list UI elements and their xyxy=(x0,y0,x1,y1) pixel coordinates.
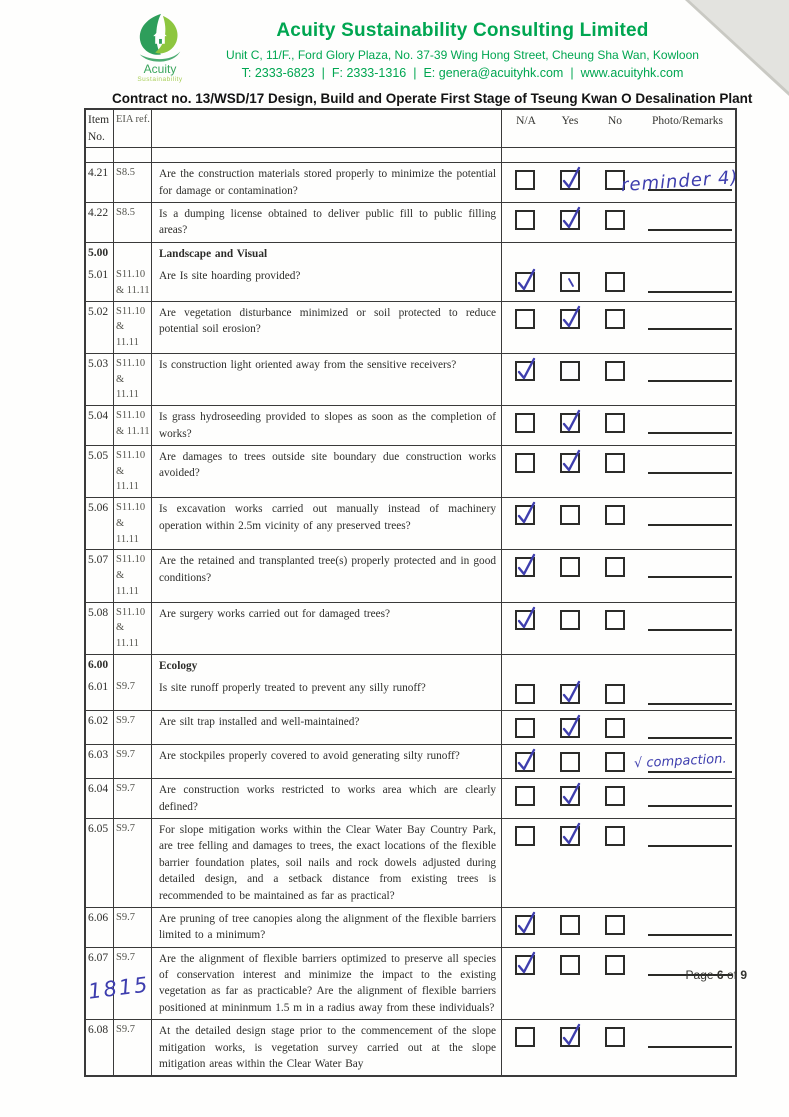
checks-cell xyxy=(502,354,735,405)
item-no-cell: 6.04 xyxy=(86,779,114,818)
table-row xyxy=(86,778,735,818)
item-no-cell: 6.05 xyxy=(86,819,114,907)
question-cell: Are surgery works carried out for damaged trees? xyxy=(152,603,502,654)
page-number: Page 6 of 9 xyxy=(685,968,747,982)
yes-checkbox[interactable] xyxy=(560,210,580,230)
eia-ref-cell xyxy=(114,655,152,677)
remark-line xyxy=(648,328,732,330)
table-row xyxy=(86,602,735,654)
no-checkbox[interactable] xyxy=(605,718,625,738)
no-checkbox[interactable] xyxy=(605,361,625,381)
no-checkbox[interactable] xyxy=(605,684,625,704)
leaf-icon xyxy=(129,12,191,64)
no-checkbox[interactable] xyxy=(605,210,625,230)
remark-line xyxy=(648,934,732,936)
question-cell: Are pruning of tree canopies along the alignment of the flexible barriers limited to a minimum? xyxy=(152,908,502,947)
check-mark-icon xyxy=(560,780,584,807)
eia-ref-cell xyxy=(114,711,152,744)
remarks-col-header: Photo/Remarks xyxy=(652,115,723,127)
eia-ref-cell xyxy=(114,603,152,654)
no-checkbox[interactable] xyxy=(605,453,625,473)
remarks-cell xyxy=(650,915,735,941)
remark-line xyxy=(648,703,732,705)
yes-checkbox[interactable] xyxy=(560,684,580,704)
remarks-cell xyxy=(650,718,735,744)
checks-cell xyxy=(502,498,735,549)
na-checkbox[interactable] xyxy=(515,557,535,577)
checks-cell xyxy=(502,908,735,947)
eia-ref-cell xyxy=(114,908,152,947)
eia-ref-cell xyxy=(114,243,152,265)
eia-ref: S11.10 & xyxy=(116,357,146,385)
remark-line xyxy=(648,845,732,847)
question-cell: Are the retained and transplanted tree(s) properly protected and in good conditions? xyxy=(152,550,502,601)
question-cell: Are vegetation disturbance minimized or soil protected to reduce potential soil erosion? xyxy=(152,302,502,353)
item-no-cell: 6.08 xyxy=(86,1020,114,1075)
eia-ref: 11.11 xyxy=(116,638,139,650)
eia-ref: S11.10 xyxy=(116,269,146,281)
checks-cell xyxy=(502,655,735,677)
remarks-cell xyxy=(650,786,735,812)
eia-ref: S8.5 xyxy=(116,207,135,219)
table-row xyxy=(86,162,740,202)
na-checkbox[interactable] xyxy=(515,1027,535,1047)
question-col-header xyxy=(152,110,502,147)
item-no-cell: 4.21 xyxy=(86,163,114,202)
remarks-cell xyxy=(650,826,735,852)
checks-cell xyxy=(502,265,735,301)
no-checkbox[interactable] xyxy=(605,786,625,806)
company-name: Acuity Sustainability Consulting Limited xyxy=(276,20,649,41)
checks-cell xyxy=(502,711,735,744)
no-checkbox[interactable] xyxy=(605,505,625,525)
table-row xyxy=(86,353,735,405)
logo-tagline: Sustainability xyxy=(137,76,183,83)
remark-line xyxy=(648,291,732,293)
handwritten-remark: √ compaction. xyxy=(634,751,728,772)
na-checkbox[interactable] xyxy=(515,752,535,772)
yes-checkbox[interactable] xyxy=(560,1027,580,1047)
remarks-cell xyxy=(650,272,735,298)
checklist-table xyxy=(84,108,740,1077)
table-row xyxy=(86,654,735,710)
check-mark-icon xyxy=(560,678,584,705)
yes-checkbox[interactable] xyxy=(560,505,580,525)
question-cell: Is grass hydroseeding provided to slopes as soon as the completion of works? xyxy=(152,406,502,445)
yes-checkbox[interactable] xyxy=(560,557,580,577)
eia-ref: S11.10 & xyxy=(116,305,146,333)
table-header-row xyxy=(86,110,735,147)
eia-ref-cell xyxy=(114,745,152,778)
checks-cell xyxy=(502,1020,735,1075)
eia-ref: 11.11 xyxy=(116,481,139,493)
remark-line xyxy=(648,189,732,191)
yes-checkbox[interactable] xyxy=(560,786,580,806)
eia-ref: S9.7 xyxy=(116,783,135,795)
remark-line xyxy=(648,380,732,382)
yes-col-header: Yes xyxy=(561,115,579,127)
item-no-cell: 4.22 xyxy=(86,203,114,242)
question-cell: Is excavation works carried out manually instead of machinery operation within 2.5m vicinity of any preserved trees? xyxy=(152,498,502,549)
question-cell: Are construction works restricted to works area which are clearly defined? xyxy=(152,779,502,818)
remark-line xyxy=(648,771,732,773)
table-row xyxy=(86,242,735,301)
company-address: Unit C, 11/F., Ford Glory Plaza, No. 37-39 Wing Hong Street, Cheung Sha Wan, Kowloon xyxy=(226,48,699,62)
check-mark-icon xyxy=(515,266,539,293)
no-checkbox[interactable] xyxy=(605,272,625,292)
eia-ref: S11.10 & xyxy=(116,449,146,477)
question-cell: Is construction light oriented away from the sensitive receivers? xyxy=(152,354,502,405)
checks-cell xyxy=(502,550,735,601)
table-row xyxy=(86,907,735,947)
item-no-cell: 6.01 xyxy=(86,677,114,710)
eia-ref: 11.11 xyxy=(116,585,139,597)
eia-ref-cell xyxy=(114,354,152,405)
na-checkbox[interactable] xyxy=(515,786,535,806)
contract-title: Contract no. 13/WSD/17 Design, Build and Operate First Stage of Tseung Kwan O Desalination Plant xyxy=(112,91,753,106)
check-mark-icon xyxy=(560,204,584,231)
check-mark-icon xyxy=(515,949,539,976)
table-row xyxy=(86,744,735,778)
question-cell: Are damages to trees outside site boundary due construction works avoided? xyxy=(152,446,502,497)
yes-checkbox[interactable] xyxy=(560,413,580,433)
handwritten-note: 1815 xyxy=(86,972,151,1004)
table-row xyxy=(86,549,735,601)
eia-ref-cell xyxy=(114,406,152,445)
check-mark-icon xyxy=(560,820,584,847)
remark-line xyxy=(648,229,732,231)
eia-ref: S11.10 xyxy=(116,410,146,422)
eia-ref: & 11.11 xyxy=(116,425,150,437)
item-no-cell: 5.03 xyxy=(86,354,114,405)
eia-ref: S9.7 xyxy=(116,911,135,923)
item-no-cell: 5.08 xyxy=(86,603,114,654)
remark-line xyxy=(648,1046,732,1048)
check-mark-icon xyxy=(515,604,539,631)
na-checkbox[interactable] xyxy=(515,718,535,738)
eia-ref-cell xyxy=(114,203,152,242)
letterhead xyxy=(210,20,715,80)
checks-cell xyxy=(502,163,740,202)
remarks-cell xyxy=(650,210,735,236)
na-checkbox[interactable] xyxy=(515,915,535,935)
na-checkbox[interactable] xyxy=(515,955,535,975)
checks-cell xyxy=(502,203,735,242)
remarks-cell xyxy=(650,1027,735,1053)
table-row xyxy=(86,497,735,549)
question-cell: Is a dumping license obtained to deliver public fill to public filling areas? xyxy=(152,203,502,242)
eia-ref: 11.11 xyxy=(116,337,139,349)
yes-checkbox[interactable] xyxy=(560,718,580,738)
eia-ref: & 11.11 xyxy=(116,284,150,296)
checklist-rows xyxy=(86,162,740,1075)
logo-company-name: Acuity xyxy=(143,62,177,76)
eia-ref-cell xyxy=(114,498,152,549)
no-checkbox[interactable] xyxy=(605,826,625,846)
na-checkbox[interactable] xyxy=(515,170,535,190)
remarks-cell xyxy=(634,751,735,778)
na-col-header: N/A xyxy=(516,115,536,127)
eia-ref-cell xyxy=(114,265,152,301)
na-checkbox[interactable] xyxy=(515,505,535,525)
question-cell: For slope mitigation works within the Clear Water Bay Country Park, are tree felling and damages to trees, the exact locations of the flexible barrier foundation plates, soil nails and rock dowels adjusted during detailed design, and a setback distance from existing trees is recommended to be maintained as far as practical? xyxy=(152,819,502,907)
yes-checkbox[interactable] xyxy=(560,826,580,846)
contact-separator: | xyxy=(570,66,574,80)
check-mark-icon xyxy=(560,164,584,191)
remark-line xyxy=(648,472,732,474)
table-row xyxy=(86,301,735,353)
remarks-cell xyxy=(650,505,735,531)
check-mark-icon xyxy=(515,909,539,936)
checks-cell xyxy=(502,446,735,497)
checks-cell xyxy=(502,243,735,265)
eia-ref: S9.7 xyxy=(116,823,135,835)
eia-ref: S9.7 xyxy=(116,749,135,761)
no-checkbox[interactable] xyxy=(605,752,625,772)
contact-item: F: 2333-1316 xyxy=(331,66,407,80)
check-mark-icon xyxy=(515,746,539,773)
item-no-cell: 5.01 xyxy=(86,265,114,301)
question-cell: Are silt trap installed and well-maintained? xyxy=(152,711,502,744)
remark-line xyxy=(648,432,732,434)
remark-line xyxy=(648,524,732,526)
item-no-cell: 6.02 xyxy=(86,711,114,744)
table-row xyxy=(86,405,735,445)
item-no-cell: 5.05 xyxy=(86,446,114,497)
remark-line xyxy=(648,629,732,631)
yes-checkbox[interactable] xyxy=(560,752,580,772)
eia-ref-cell xyxy=(114,1020,152,1075)
handwritten-remark: reminder 4) xyxy=(620,167,740,197)
checks-cell xyxy=(502,779,735,818)
item-no-cell: 6.03 xyxy=(86,745,114,778)
eia-ref: S9.7 xyxy=(116,681,135,693)
table-row xyxy=(86,710,735,744)
no-checkbox[interactable] xyxy=(605,610,625,630)
checks-cell xyxy=(502,819,735,907)
section-item-no: 5.00 xyxy=(86,243,114,265)
na-checkbox[interactable] xyxy=(515,826,535,846)
yes-checkbox[interactable] xyxy=(560,610,580,630)
na-checkbox[interactable] xyxy=(515,610,535,630)
checks-cell xyxy=(502,745,735,778)
check-mark-icon xyxy=(560,712,584,739)
item-no-cell: 5.07 xyxy=(86,550,114,601)
question-cell: Are the alignment of flexible barriers optimized to preserve all species of conservation interest and minimize the impact to the existing vegetation as far as practicable? Are the alignment of flexible barriers positioned at mininmum 1.5 m in a radius away from these individuals? xyxy=(152,948,502,1020)
no-col-header: No xyxy=(607,115,623,127)
question-cell: Are the construction materials stored properly to minimize the potential for damage or contamination? xyxy=(152,163,502,202)
check-mark-icon xyxy=(560,447,584,474)
eia-ref: S9.7 xyxy=(116,715,135,727)
eia-ref: S11.10 & xyxy=(116,554,146,582)
eia-ref: S11.10 & xyxy=(116,606,146,634)
yes-checkbox[interactable] xyxy=(560,453,580,473)
remarks-cell xyxy=(620,167,740,197)
check-mark-icon xyxy=(560,303,584,330)
yes-checkbox[interactable] xyxy=(560,361,580,381)
check-mark-icon xyxy=(515,355,539,382)
eia-ref: S11.10 & xyxy=(116,502,146,529)
eia-ref: S9.7 xyxy=(116,951,135,963)
acuity-logo xyxy=(122,12,198,83)
contact-item: T: 2333-6823 xyxy=(241,66,315,80)
item-no-cell: 6.07 xyxy=(86,948,114,1020)
yes-checkbox[interactable] xyxy=(560,170,580,190)
eia-ref: 11.11 xyxy=(116,389,139,401)
company-contacts xyxy=(210,66,715,80)
eia-ref-cell xyxy=(114,550,152,601)
na-checkbox[interactable] xyxy=(515,413,535,433)
na-checkbox[interactable] xyxy=(515,361,535,381)
contact-separator: | xyxy=(321,66,325,80)
no-checkbox[interactable] xyxy=(605,413,625,433)
question-cell: At the detailed design stage prior to the commencement of the slope mitigation works, is vegetation survey carried out at the slope mitigation areas within the Clear Water Bay xyxy=(152,1020,502,1075)
section-item-no: 6.00 xyxy=(86,655,114,677)
check-mark-icon xyxy=(560,1021,584,1048)
remarks-cell xyxy=(650,610,735,636)
check-mark-icon xyxy=(515,551,539,578)
checks-cell xyxy=(502,948,735,1020)
item-col-header: Item No. xyxy=(86,110,114,147)
na-checkbox[interactable] xyxy=(515,272,535,292)
yes-checkbox[interactable] xyxy=(560,272,580,292)
remarks-cell xyxy=(650,361,735,387)
na-checkbox[interactable] xyxy=(515,453,535,473)
item-no-cell: 6.06 xyxy=(86,908,114,947)
eia-ref: S9.7 xyxy=(116,1024,135,1036)
item-no-cell: 5.02 xyxy=(86,302,114,353)
question-cell: Are stockpiles properly covered to avoid generating silty runoff? xyxy=(152,745,502,778)
section-title: Landscape and Visual xyxy=(152,243,502,265)
section-title: Ecology xyxy=(152,655,502,677)
no-checkbox[interactable] xyxy=(605,915,625,935)
remarks-cell xyxy=(650,309,735,335)
table-row xyxy=(86,202,735,242)
eia-ref-cell xyxy=(114,163,152,202)
small-tick-mark xyxy=(562,274,580,292)
eia-ref-cell xyxy=(114,302,152,353)
answer-col-headers xyxy=(502,110,735,147)
table-row xyxy=(86,1019,735,1075)
contact-item: E: genera@acuityhk.com xyxy=(423,66,564,80)
na-checkbox[interactable] xyxy=(515,210,535,230)
remark-line xyxy=(648,805,732,807)
table-row xyxy=(86,818,735,907)
checks-cell xyxy=(502,302,735,353)
checks-cell xyxy=(502,406,735,445)
spacer-row xyxy=(86,147,735,162)
no-checkbox[interactable] xyxy=(605,309,625,329)
na-checkbox[interactable] xyxy=(515,684,535,704)
item-no-cell: 5.06 xyxy=(86,498,114,549)
check-mark-icon xyxy=(515,499,539,526)
no-checkbox[interactable] xyxy=(605,955,625,975)
eia-col-header: EIA ref. xyxy=(114,110,152,147)
eia-ref-cell xyxy=(114,446,152,497)
remark-line xyxy=(648,576,732,578)
table-row xyxy=(86,947,735,1020)
remarks-cell xyxy=(650,413,735,439)
eia-ref-cell xyxy=(114,819,152,907)
no-checkbox[interactable] xyxy=(605,557,625,577)
remarks-cell xyxy=(650,557,735,583)
eia-ref: S8.5 xyxy=(116,167,135,179)
question-cell: Are Is site hoarding provided? xyxy=(152,265,502,301)
no-checkbox[interactable] xyxy=(605,1027,625,1047)
remarks-cell xyxy=(650,453,735,479)
eia-ref: 11.11 xyxy=(116,533,139,545)
eia-ref-cell xyxy=(114,677,152,710)
question-cell: Is site runoff properly treated to prevent any silly runoff? xyxy=(152,677,502,710)
contact-item: www.acuityhk.com xyxy=(580,66,684,80)
checks-cell xyxy=(502,677,735,710)
eia-ref-cell xyxy=(114,779,152,818)
na-checkbox[interactable] xyxy=(515,309,535,329)
table-row xyxy=(86,445,735,497)
yes-checkbox[interactable] xyxy=(560,955,580,975)
check-mark-icon xyxy=(560,407,584,434)
yes-checkbox[interactable] xyxy=(560,309,580,329)
yes-checkbox[interactable] xyxy=(560,915,580,935)
remarks-cell xyxy=(650,684,735,710)
checks-cell xyxy=(502,603,735,654)
contact-separator: | xyxy=(413,66,417,80)
item-no-cell: 5.04 xyxy=(86,406,114,445)
remark-line xyxy=(648,737,732,739)
